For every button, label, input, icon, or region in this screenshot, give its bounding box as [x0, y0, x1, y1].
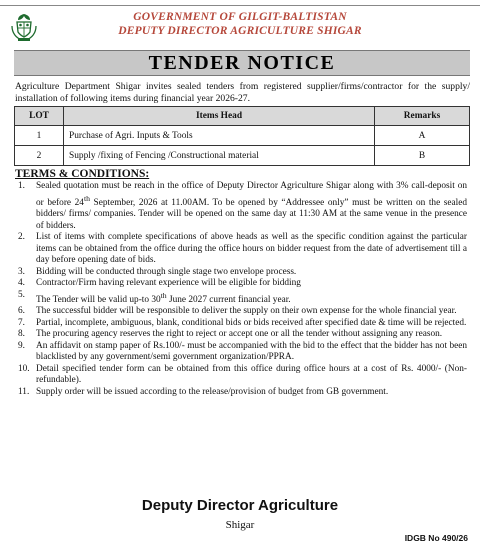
terms-item-number: 4. — [18, 278, 25, 289]
terms-item-number: 7. — [18, 317, 25, 328]
remark-cell: B — [375, 146, 470, 166]
terms-item — [15, 364, 467, 387]
terms-item-number: 10. — [18, 363, 30, 374]
table-row — [15, 126, 470, 146]
page-title: TENDER NOTICE — [148, 52, 336, 74]
terms-item-text: An affidavit on stamp paper of Rs.100/- must be accompanied with the bid to the effect that the bidder has not been blacklisted by any government/semi government organization/PPRA. — [36, 340, 467, 363]
terms-item-number: 11. — [18, 386, 30, 397]
terms-item-text: The Tender will be valid up-to 30 — [36, 294, 161, 305]
column-header-items-head: Items Head — [64, 107, 375, 126]
department-heading: DEPUTY DIRECTOR AGRICULTURE SHIGAR — [118, 25, 362, 37]
terms-item — [15, 232, 467, 267]
lot-cell: 1 — [15, 126, 64, 146]
terms-list — [15, 181, 467, 398]
terms-item-text: Contractor/Firm having relevant experience will be eligible for bidding — [36, 278, 301, 289]
lot-cell: 2 — [15, 146, 64, 166]
terms-item — [15, 387, 467, 399]
column-header-lot: LOT — [15, 107, 64, 126]
government-heading: GOVERNMENT OF GILGIT-BALTISTAN — [133, 11, 347, 23]
terms-item-text: Partial, incomplete, ambiguous, blank, conditional bids or bids received after specified date & time will be rejected. — [36, 317, 467, 328]
top-border-line — [0, 0, 480, 6]
terms-item-number: 6. — [18, 306, 25, 317]
items-table — [14, 106, 470, 166]
terms-item-number: 1. — [18, 181, 25, 191]
signatory-place: Shigar — [225, 519, 255, 531]
terms-item-text: List of items with complete specifications of above heads as well as the specific condition against the particular items can be obtained from the office during the office hours on bidder request from the date of advertisement till a day before opening date of bids. — [36, 232, 467, 266]
terms-item — [15, 318, 467, 330]
ordinal-suffix: th — [83, 193, 90, 203]
table-header-row — [15, 107, 470, 126]
item-cell: Supply /fixing of Fencing /Constructional material — [64, 146, 375, 166]
table-row — [15, 146, 470, 166]
signatory-title: Deputy Director Agriculture — [141, 497, 339, 514]
terms-item — [15, 341, 467, 364]
terms-item — [15, 329, 467, 341]
terms-item-text: Detail specified tender form can be obtained from this office during office hours at a cost of Rs. 4000/- (Non-refundable). — [36, 363, 467, 386]
terms-item-text-cont: June 2027 current financial year. — [166, 294, 291, 305]
terms-item-text-cont: September, 2026 at 11.00AM. To be opened by “Addressee only” must be written on the sealed bidders/ firms/ companies. Tender will be opened on the same day at 11:30 AM at the same venue in the presence of bidders. — [36, 197, 467, 231]
terms-item-number: 8. — [18, 329, 25, 340]
terms-item-text: The successful bidder will be responsible to deliver the supply on their own expense for the whole financial year. — [36, 306, 457, 317]
item-cell: Purchase of Agri. Inputs & Tools — [64, 126, 375, 146]
terms-item-number: 3. — [18, 266, 25, 277]
terms-item — [15, 290, 467, 307]
remark-cell: A — [375, 126, 470, 146]
title-banner — [14, 50, 470, 76]
terms-item-number: 2. — [18, 232, 25, 243]
terms-item — [15, 267, 467, 279]
terms-heading: TERMS & CONDITIONS: — [15, 168, 150, 180]
terms-item-number: 9. — [18, 340, 25, 351]
terms-item-text: Supply order will be issued according to the release/provision of budget from GB government. — [36, 386, 389, 397]
column-header-remarks: Remarks — [375, 107, 470, 126]
terms-item-number: 5. — [18, 289, 25, 300]
reference-number: IDGB No 490/26 — [404, 533, 468, 543]
terms-item-text: Bidding will be conducted through single stage two envelope process. — [36, 266, 297, 277]
ordinal-suffix: th — [160, 290, 167, 300]
terms-item — [15, 306, 467, 318]
terms-item — [15, 181, 467, 232]
intro-paragraph: Agriculture Department Shigar invites sealed tenders from registered supplier/firms/contractor for the supply/ installation of following items during financial year 2026-27. — [15, 81, 470, 104]
terms-item — [15, 278, 467, 290]
terms-item-text: Sealed quotation must be reach in the office of Deputy Director Agriculture Shigar along with 3% call-deposit on or before 24 — [36, 181, 467, 208]
terms-item-text: The procuring agency reserves the right to reject or accept one or all the tender without assigning any reason. — [36, 329, 443, 340]
